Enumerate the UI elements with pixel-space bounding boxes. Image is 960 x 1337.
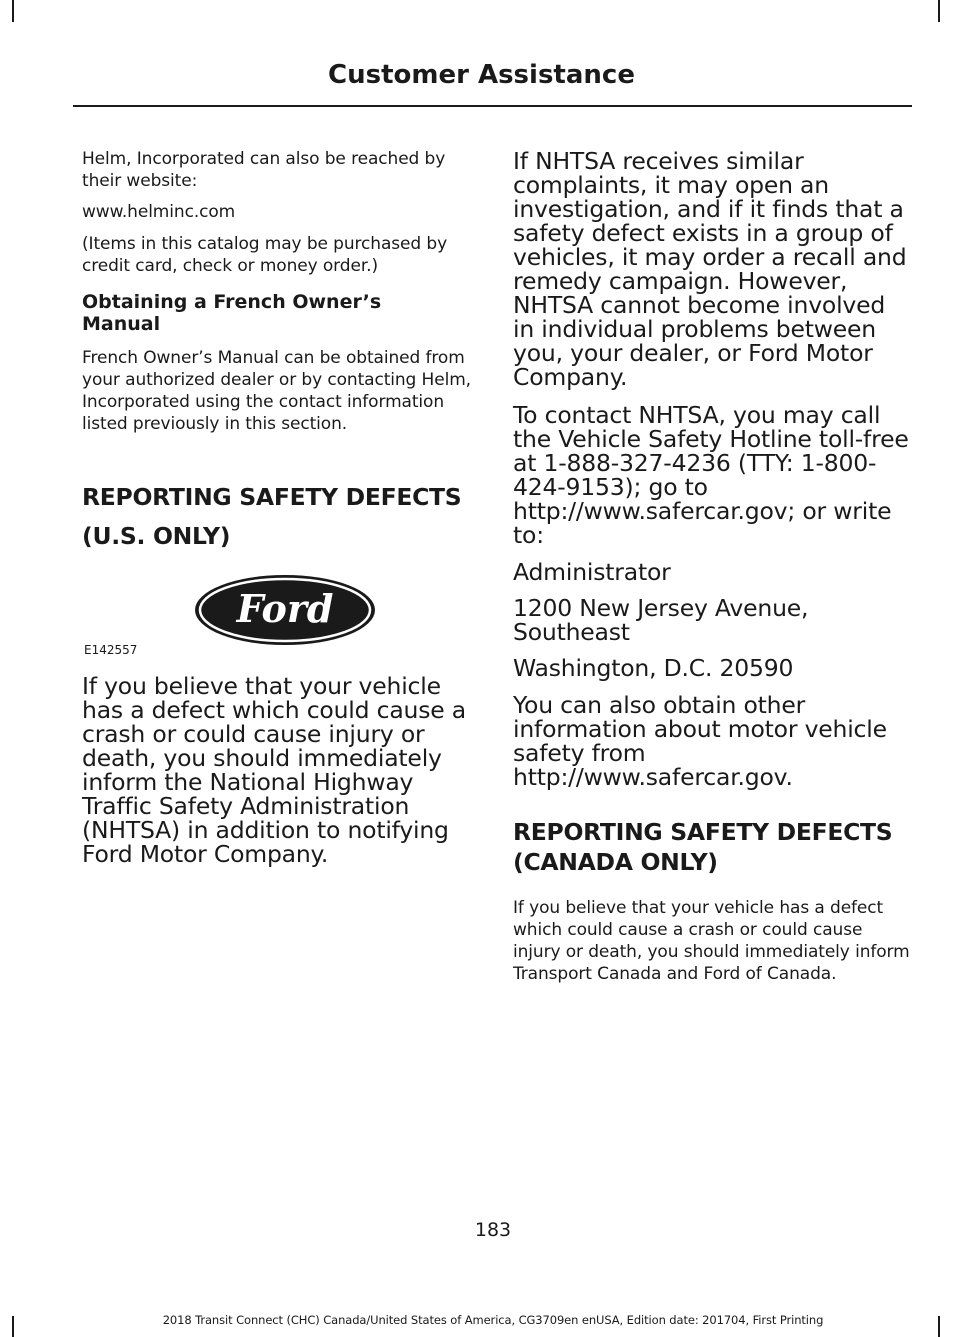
helm-website-intro: Helm, Incorporated can also be reached by their website: xyxy=(82,149,446,191)
french-manual-text: French Owner’s Manual can be obtained from your authorized dealer or by contacting Helm, Incorporated using the contact information listed previously in this section. xyxy=(82,348,471,434)
us-defects-text: If you believe that your vehicle has a defect which could cause a crash or could cause injury or death, you should immediately inform the National Highway Traffic Safety Administration (NHTSA) in addition to notifying Ford Motor Company. xyxy=(82,672,467,868)
catalog-payment-note: (Items in this catalog may be purchased by credit card, check or money order.) xyxy=(82,234,448,276)
address-line-city: Washington, D.C. 20590 xyxy=(513,654,794,682)
header-rule xyxy=(73,105,912,107)
canada-defects-heading-line1: REPORTING SAFETY DEFECTS xyxy=(513,818,893,846)
address-line-street: 1200 New Jersey Avenue, Southeast xyxy=(513,594,809,646)
canada-defects-heading-line2: (CANADA ONLY) xyxy=(513,848,718,876)
us-defects-heading-line2: (U.S. ONLY) xyxy=(82,522,231,550)
edition-footer: 2018 Transit Connect (CHC) Canada/United States of America, CG3709en enUSA, Edition date: 201704, First Printing xyxy=(162,1313,824,1327)
canada-defects-text: If you believe that your vehicle has a defect which could cause a crash or could cause injury or death, you should immediately inform Transport Canada and Ford of Canada. xyxy=(513,898,910,984)
safercar-info-text: You can also obtain other information about motor vehicle safety from http://www.safercar.gov. xyxy=(513,691,887,791)
address-line-administrator: Administrator xyxy=(513,558,671,586)
nhtsa-contact-text: To contact NHTSA, you may call the Vehicle Safety Hotline toll-free at 1-888-327-4236 (TTY: 1-800-424-9153); go to http://www.safercar.gov; or write to: xyxy=(513,401,909,549)
ford-logo xyxy=(193,573,377,647)
nhtsa-investigation-text: If NHTSA receives similar complaints, it may open an investigation, and if it finds that a safety defect exists in a group of vehicles, it may order a recall and remedy campaign. However, NHTSA cannot become involved in individual problems between you, your dealer, or Ford Motor Company. xyxy=(513,147,907,391)
us-defects-heading-line1: REPORTING SAFETY DEFECTS xyxy=(82,483,462,511)
crop-mark-bottom-left xyxy=(12,1316,14,1337)
helm-website-url: www.helminc.com xyxy=(82,202,236,222)
ford-logo-script: Ford xyxy=(236,586,334,631)
page-number: 183 xyxy=(474,1219,512,1241)
crop-mark-top-left xyxy=(12,0,14,22)
figure-id: E142557 xyxy=(84,643,138,657)
page-title: Customer Assistance xyxy=(328,60,635,90)
french-manual-heading: Obtaining a French Owner’s Manual xyxy=(82,291,382,335)
crop-mark-top-right xyxy=(938,0,940,22)
